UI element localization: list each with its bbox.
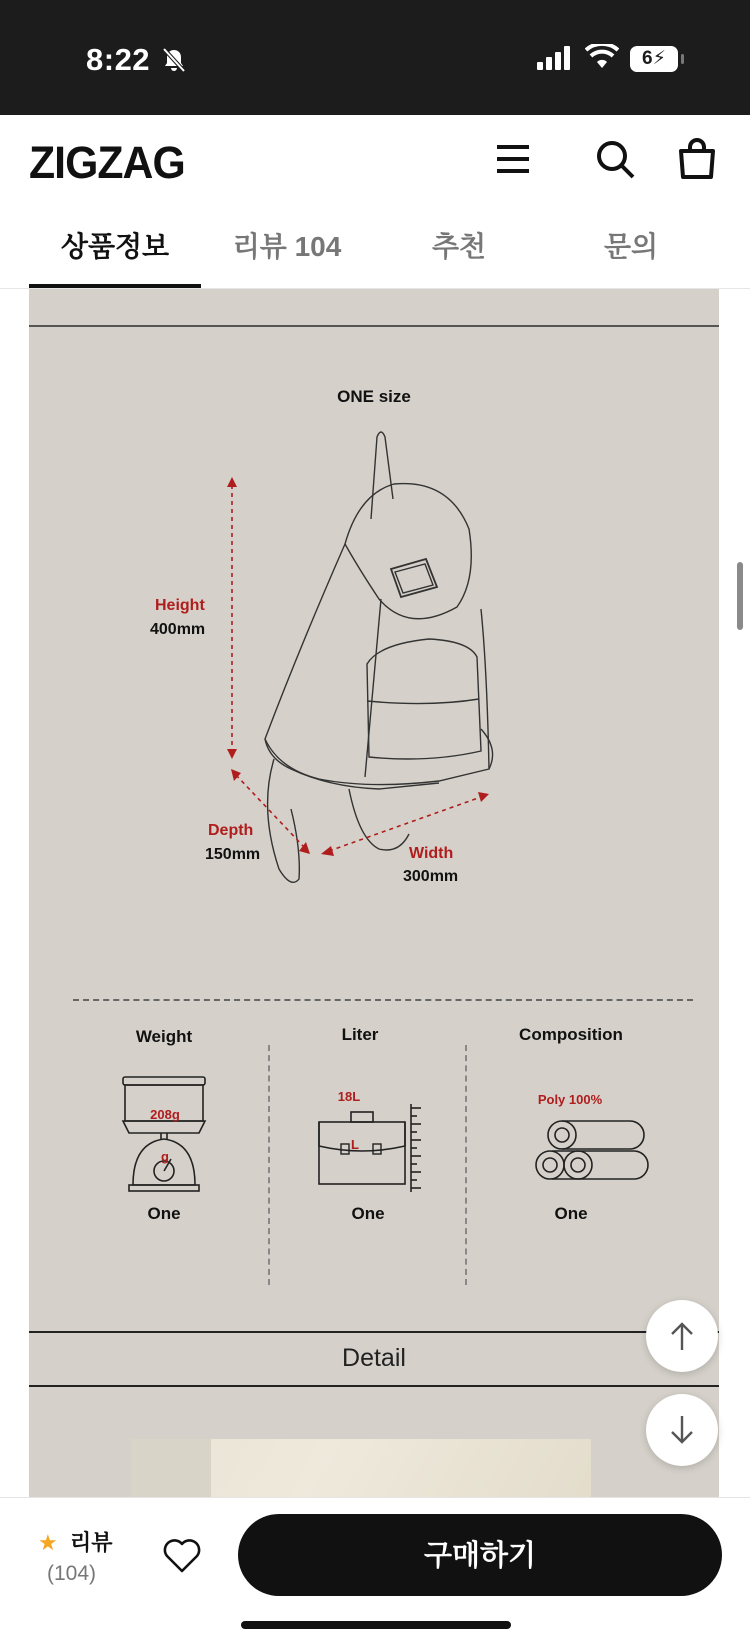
review-label[interactable]: 리뷰	[70, 1530, 113, 1555]
status-bar	[0, 0, 750, 115]
arrow-up-icon	[668, 1320, 696, 1352]
bell-muted-icon	[160, 46, 188, 74]
tab-product-info[interactable]: 상품정보	[60, 231, 170, 262]
width-value: 300mm	[403, 868, 459, 885]
detail-heading: Detail	[342, 1344, 406, 1372]
tab-reviews[interactable]: 리뷰 104	[232, 231, 342, 262]
depth-value: 150mm	[205, 846, 261, 863]
spec-composition-title: Composition	[519, 1025, 623, 1044]
composition-detail: Poly 100%	[537, 1092, 603, 1107]
spec-liter-title: Liter	[341, 1025, 379, 1044]
star-icon: ★	[38, 1530, 58, 1555]
scroll-up-button[interactable]	[646, 1300, 718, 1372]
status-time: 8:22	[86, 42, 151, 77]
height-value: 400mm	[150, 621, 206, 638]
menu-icon[interactable]	[491, 137, 535, 181]
tab-recommend[interactable]: 추천	[431, 231, 487, 262]
depth-label: Depth	[208, 822, 254, 839]
app-header	[0, 115, 750, 210]
size-title: ONE size	[337, 387, 411, 406]
weight-detail: 208g	[150, 1107, 180, 1122]
width-label: Width	[409, 845, 454, 862]
review-count[interactable]: (104)	[47, 1562, 97, 1585]
dashed-divider-vertical	[268, 1045, 270, 1285]
product-detail-image	[29, 289, 719, 1497]
dashed-divider	[73, 999, 693, 1001]
logo[interactable]: ZIGZAG	[29, 137, 185, 188]
detail-section-header	[29, 1331, 719, 1387]
arrow-down-icon	[668, 1414, 696, 1446]
spec-weight-value: One	[147, 1204, 181, 1223]
spec-weight-title: Weight	[135, 1027, 193, 1046]
search-icon[interactable]	[593, 137, 637, 181]
scroll-down-button[interactable]	[646, 1394, 718, 1466]
bottom-action-bar	[0, 1497, 750, 1631]
wifi-icon	[585, 44, 619, 70]
liter-unit: L	[351, 1137, 359, 1152]
product-tabs	[0, 210, 750, 289]
height-label: Height	[155, 597, 205, 614]
tab-inquiry[interactable]: 문의	[603, 231, 659, 262]
battery-indicator: 6⚡	[630, 46, 678, 72]
heart-icon[interactable]	[162, 1538, 202, 1574]
detail-photo-edge	[131, 1439, 211, 1497]
backpack-illustration	[29, 289, 719, 989]
cellular-signal-icon	[537, 46, 573, 70]
buy-button[interactable]: 구매하기	[238, 1514, 722, 1596]
scrollbar[interactable]	[737, 562, 743, 630]
dashed-divider-vertical	[465, 1045, 467, 1285]
liter-detail: 18L	[337, 1089, 361, 1104]
battery-level: 6	[642, 48, 653, 69]
fabric-rolls-icon	[534, 1119, 654, 1191]
shopping-bag-icon[interactable]	[675, 137, 719, 181]
home-indicator	[241, 1621, 511, 1629]
active-tab-indicator	[29, 284, 201, 288]
scale-icon	[119, 1073, 209, 1195]
weight-unit: g	[161, 1149, 169, 1164]
spec-composition-value: One	[554, 1204, 588, 1223]
bag-icon	[317, 1104, 423, 1194]
spec-liter-value: One	[351, 1204, 385, 1223]
